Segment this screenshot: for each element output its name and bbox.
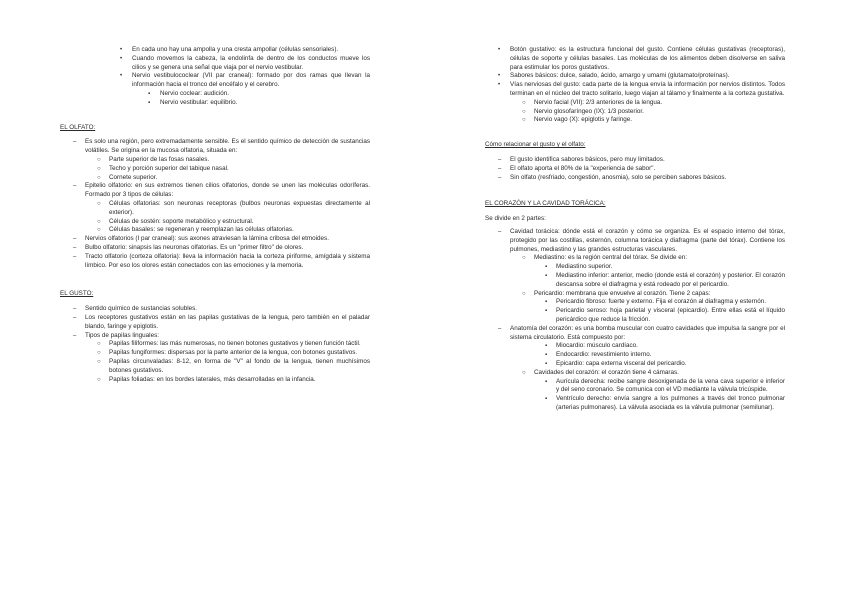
list-item xyxy=(534,263,785,272)
list-item xyxy=(485,46,785,72)
list-item-text: El olfato aporta el 80% de la "experiencia de sabor". xyxy=(510,164,656,172)
list-item xyxy=(510,290,785,325)
list-item-text: Techo y porción superior del tabique nasal. xyxy=(109,164,229,172)
sub-list xyxy=(85,156,370,182)
list-item xyxy=(85,218,370,227)
list-item-text: Nervio vestibulococlear (VII par craneal): formado por dos ramas que llevan la información hacia el tronco del encéfalo y el cerebro. xyxy=(132,72,370,89)
bullet-marker: – xyxy=(498,174,502,181)
square-marker: ▪ xyxy=(545,264,548,271)
list-item-text: Pericardio fibroso: fuerte y externo. Fija el corazón al diafragma y esternón. xyxy=(556,298,766,306)
left-column xyxy=(60,46,370,384)
bullet-marker: – xyxy=(73,139,77,146)
bullet-marker: – xyxy=(498,165,502,172)
list-item-text: Cuando movemos la cabeza, la endolinfa de dentro de los conductos mueve los cilios y se genera una señal que viaja por el nervio vestibular. xyxy=(132,54,370,71)
sub-list xyxy=(132,90,370,108)
sub-list xyxy=(534,263,785,289)
list-item xyxy=(60,46,370,55)
list-item-text: Nervio vago (X): epiglotis y faringe. xyxy=(534,116,632,124)
list-item-text: Es solo una región, pero extremadamente sensible. Es el sentido químico de detección de sustancias volátiles. Se origina en la mucosa olfatoria, situada en: xyxy=(85,138,370,155)
square-marker: ▪ xyxy=(545,352,548,359)
bullet-marker: • xyxy=(120,47,123,53)
circle-marker: ○ xyxy=(522,369,526,376)
circle-marker: ○ xyxy=(522,117,526,124)
list-item xyxy=(132,99,370,108)
right-column xyxy=(485,46,785,413)
list-item xyxy=(510,342,785,368)
list-item-text: Anatomía del corazón: es una bomba muscular con cuatro cavidades que impulsa la sangre por el sistema circulatorio. Está compuesto por: xyxy=(510,324,785,341)
bullet-marker: – xyxy=(73,332,77,339)
section-title-corazon: EL CORAZÓN Y LA CAVIDAD TORÁCICA: xyxy=(485,200,606,208)
list-item-text: Papilas circunvaladas: 8-12, en forma de "V" al fondo de la lengua, tienen muchísimos botones gustativos. xyxy=(109,357,370,374)
list-item-text: Parte superior de las fosas nasales. xyxy=(109,155,210,163)
circle-marker: ○ xyxy=(97,156,101,163)
list-item-text: Bulbo olfatorio: sinapsis las neuronas olfatorias. Es un "primer filtro" de olores. xyxy=(85,243,304,251)
list-item-text: Sentido químico de sustancias solubles. xyxy=(85,305,198,313)
square-marker: ▪ xyxy=(545,272,548,279)
circle-marker: ○ xyxy=(97,200,101,207)
list-item-text: Ventrículo derecho: envía sangre a los pulmones a través del tronco pulmonar (arterias pulmonares). La válvula asociada es la válvula pulmonar (semilunar). xyxy=(556,395,785,411)
bullet-marker: – xyxy=(73,253,77,260)
list-item-text: Epicardio: capa externa visceral del pericardio. xyxy=(556,359,687,367)
bullet-marker: – xyxy=(498,228,502,235)
bullet-marker: – xyxy=(73,236,77,243)
circle-marker: ○ xyxy=(97,350,101,357)
list-item-text: Los receptores gustativos están en las papilas gustativas de la lengua, pero también en el paladar blando, faringe y epiglotis. xyxy=(85,313,370,330)
sub-list xyxy=(510,342,785,412)
list-item-text: Células basales: se regeneran y reemplazan las células olfatorias. xyxy=(109,226,294,234)
list-item xyxy=(60,314,370,332)
corazon-list xyxy=(485,228,785,413)
bullet-marker: • xyxy=(120,73,123,80)
section-title-olfato: EL OLFATO: xyxy=(60,123,96,131)
list-item xyxy=(85,174,370,183)
sub-list xyxy=(534,298,785,324)
list-item xyxy=(60,332,370,385)
square-marker: ▪ xyxy=(545,343,548,350)
list-item-text: Mediastino superior. xyxy=(556,263,613,271)
list-item xyxy=(534,298,785,307)
list-item-text: Sin olfato (resfriado, congestión, anosmia), solo se perciben sabores básicos. xyxy=(510,173,727,181)
square-marker: ▪ xyxy=(545,299,548,306)
sub-list xyxy=(534,378,785,413)
list-item xyxy=(534,360,785,369)
bullet-marker: – xyxy=(498,156,502,163)
list-item xyxy=(534,378,785,396)
circle-marker: ○ xyxy=(97,376,101,383)
list-item xyxy=(534,342,785,351)
list-item xyxy=(510,254,785,289)
list-item-text: Mediastino inferior: anterior, medio (donde está el corazón) y posterior. El corazón descansa sobre el diafragma y está rodeado por el pericardio. xyxy=(556,271,785,288)
list-item-text: Miocardio: músculo cardíaco. xyxy=(556,342,638,350)
circle-marker: ○ xyxy=(522,255,526,262)
bullet-marker: – xyxy=(73,306,77,313)
bullet-marker: • xyxy=(120,55,123,62)
olfato-list xyxy=(60,138,370,270)
list-item-text: Botón gustativo: es la estructura funcional del gusto. Contiene células gustativas (receptoras), células de soporte y células basales. Las moléculas de los alimentos deben disolverse en saliva para estimular los poros gustativos. xyxy=(510,46,785,71)
square-marker: ▪ xyxy=(545,360,548,367)
list-item-text: Nervio glosofaríngeo (IX): 1/3 posterior. xyxy=(534,107,644,115)
list-item xyxy=(534,272,785,290)
bullet-marker: • xyxy=(498,82,501,89)
section-title-gusto: EL GUSTO: xyxy=(60,290,94,298)
list-item-text: Nervio vestibular: equilibrio. xyxy=(160,98,238,106)
list-item xyxy=(510,108,785,117)
list-item xyxy=(485,325,785,413)
square-marker: ▪ xyxy=(545,396,548,403)
list-item-text: Tracto olfatorio (corteza olfatoria): lleva la información hacia la corteza piriforme, amígdala y sistema límbico. Por eso los olores están conectados con las emociones y la memoria. xyxy=(85,252,370,269)
circle-marker: ○ xyxy=(97,218,101,225)
list-item xyxy=(534,395,785,413)
list-item xyxy=(60,55,370,73)
list-item xyxy=(485,81,785,125)
list-item xyxy=(60,235,370,244)
list-item xyxy=(485,228,785,325)
list-item-text: Sabores básicos: dulce, salado, ácido, amargo y umami (glutamato/proteínas). xyxy=(510,72,730,80)
list-item-text: Vías nerviosas del gusto: cada parte de la lengua envía la información por nervios distintos. Todos terminan en el núcleo del tracto solitario, luego viajan al tálamo y finalmente a la corteza gustativa. xyxy=(510,81,785,97)
list-item-text: Nervio coclear: audición. xyxy=(160,89,229,97)
list-item xyxy=(60,305,370,314)
list-item xyxy=(510,116,785,125)
gusto-continued-list xyxy=(485,46,785,125)
list-item xyxy=(60,253,370,271)
list-item-text: Nervio facial (VII): 2/3 anteriores de la lengua. xyxy=(534,98,663,106)
list-item xyxy=(85,226,370,235)
list-item-text: Mediastino: es la región central del tórax. Se divide en: xyxy=(534,254,687,262)
sub-list xyxy=(85,340,370,384)
circle-marker: ○ xyxy=(97,358,101,365)
section-title-relacion: Cómo relacionar el gusto y el olfato: xyxy=(485,141,586,149)
list-item xyxy=(485,165,785,174)
circle-marker: ○ xyxy=(97,341,101,348)
list-item xyxy=(132,90,370,99)
circle-marker: ○ xyxy=(522,99,526,106)
list-item xyxy=(485,174,785,183)
gusto-list xyxy=(60,305,370,384)
list-item xyxy=(485,156,785,165)
list-item xyxy=(85,340,370,349)
bullet-marker: – xyxy=(73,244,77,251)
relacion-list xyxy=(485,156,785,182)
bullet-marker: • xyxy=(498,47,501,53)
list-item-text: Cavidad torácica: dónde está el corazón y cómo se organiza. Es el espacio interno del tórax, protegido por las costillas, esternón, columna torácica y diafragma (parte del tórax). Contiene los pulmones, mediastino y las grandes estructuras vasculares. xyxy=(510,227,785,253)
list-item xyxy=(85,165,370,174)
list-item xyxy=(60,138,370,182)
circle-marker: ○ xyxy=(522,108,526,115)
list-item-text: Tipos de papilas linguales: xyxy=(85,331,159,339)
bullet-marker: – xyxy=(73,314,77,321)
square-marker: ▪ xyxy=(545,308,548,315)
sub-list xyxy=(85,200,370,235)
list-item-text: Pericardio seroso: hoja parietal y visceral (epicardio). Entre ellas está el líquido pericárdico que reduce la fricción. xyxy=(556,307,785,323)
list-item xyxy=(85,358,370,376)
list-item xyxy=(60,72,370,107)
list-item-text: Epitelio olfatorio: en sus extremos tienen cilios olfatorios, donde se unen las moléculas odoríferas. Formado por 3 tipos de células: xyxy=(85,182,370,199)
list-item xyxy=(85,200,370,218)
list-item-text: Papilas filiformes: las más numerosas, no tienen botones gustativos y tienen función táctil. xyxy=(109,340,361,348)
list-item xyxy=(485,72,785,81)
bullet-marker: – xyxy=(73,183,77,190)
circle-marker: ○ xyxy=(97,227,101,234)
list-item xyxy=(510,369,785,413)
sub-list xyxy=(534,342,785,368)
list-item-text: Células olfatorias: son neuronas receptoras (bulbos neuronas expuestas directamente al exterior). xyxy=(109,199,370,216)
list-item-text: Aurícula derecha: recibe sangre desoxigenada de la vena cava superior e inferior y del seno coronario. Se comunica con el VD mediante la válvula tricúspide. xyxy=(556,377,785,394)
list-item-text: Pericardio: membrana que envuelve al corazón. Tiene 2 capas: xyxy=(534,289,711,297)
list-item-text: El gusto identifica sabores básicos, pero muy limitados. xyxy=(510,155,665,163)
list-item xyxy=(534,351,785,360)
list-item-text: Papilas fungiformes: dispersas por la parte anterior de la lengua, con botones gustativos. xyxy=(109,349,358,357)
list-item-text: Cavidades del corazón: el corazón tiene 4 cámaras. xyxy=(534,368,679,376)
list-item-text: Células de sostén: soporte metabólico y estructural. xyxy=(109,217,254,225)
circle-marker: ○ xyxy=(97,165,101,172)
list-item-text: Nervios olfatorios (I par craneal): sus axones atraviesan la lámina cribosa del etmoides. xyxy=(85,235,329,243)
circle-marker: ○ xyxy=(97,174,101,181)
bullet-marker: – xyxy=(498,325,502,332)
list-item xyxy=(534,307,785,325)
list-item-text: Cornete superior. xyxy=(109,173,158,181)
list-item-text: Papilas foliadas: en los bordes laterales, más desarrolladas en la infancia. xyxy=(109,375,316,383)
list-item xyxy=(60,182,370,235)
intro-list xyxy=(60,46,370,108)
list-item xyxy=(85,376,370,385)
list-item xyxy=(85,156,370,165)
square-marker: ▪ xyxy=(148,99,151,106)
circle-marker: ○ xyxy=(522,290,526,297)
list-item-text: Endocardio: revestimiento interno. xyxy=(556,351,652,359)
list-item xyxy=(60,244,370,253)
section-subtitle-corazon: Se divide en 2 partes: xyxy=(485,215,546,223)
list-item xyxy=(85,349,370,358)
bullet-marker: • xyxy=(498,73,501,80)
sub-list xyxy=(510,254,785,324)
square-marker: ▪ xyxy=(148,90,151,97)
list-item-text: En cada uno hay una ampolla y una cresta ampollar (células sensoriales). xyxy=(132,46,339,53)
sub-list xyxy=(510,99,785,125)
list-item xyxy=(510,99,785,108)
square-marker: ▪ xyxy=(545,378,548,385)
